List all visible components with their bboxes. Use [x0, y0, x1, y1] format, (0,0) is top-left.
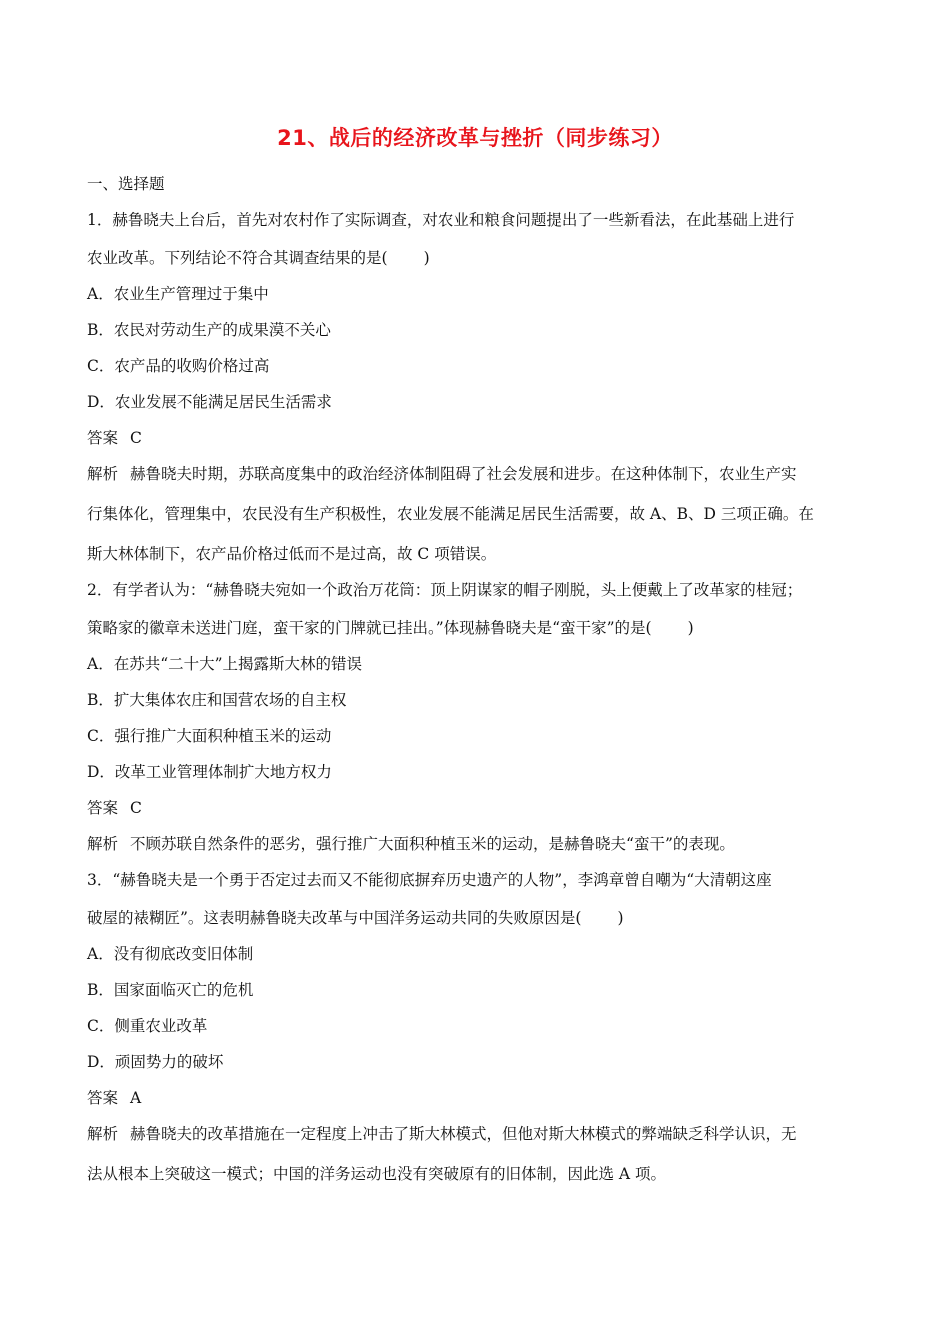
question-3 [87, 870, 867, 1184]
question-2-explanation-line-1 [87, 834, 867, 854]
question-2-stem-line-2 [87, 618, 867, 638]
question-3-stem-line-1: 3．“赫鲁晓夫是一个勇于否定过去而又不能彻底摒弃历史遗产的人物”，李鸿章曾自嘲为“大清朝这座 [87, 871, 772, 889]
question-1-explanation-line-2: 行集体化，管理集中，农民没有生产积极性，农业发展不能满足居民生活需要，故 A、B、D 三项正确。在 [87, 505, 814, 523]
question-1-stem-line-2 [87, 248, 867, 268]
question-3-stem-line-2 [87, 908, 867, 928]
question-3-stem-text: 破屋的裱糊匠”。这表明赫鲁晓夫改革与中国洋务运动共同的失败原因是( [87, 909, 582, 927]
explanation-text: 赫鲁晓夫时期，苏联高度集中的政治经济体制阻碍了社会发展和进步。在这种体制下，农业生产实 [130, 465, 797, 483]
question-1-option-c: C．农产品的收购价格过高 [87, 357, 270, 375]
answer-value: C [130, 429, 142, 447]
question-1-option-d: D．农业发展不能满足居民生活需求 [87, 393, 332, 411]
question-2-answer [87, 798, 867, 818]
question-2 [87, 580, 867, 854]
question-2-option-b: B．扩大集体农庄和国营农场的自主权 [87, 691, 347, 709]
question-1-explanation-line-1 [87, 464, 867, 484]
question-2-stem-text: 策略家的徽章未送进门庭，蛮干家的门牌就已挂出。”体现赫鲁晓夫是“蛮干家”的是( [87, 619, 652, 637]
question-1 [87, 210, 867, 564]
question-2-option-c: C．强行推广大面积种植玉米的运动 [87, 727, 332, 745]
explanation-text: 不顾苏联自然条件的恶劣，强行推广大面积种植玉米的运动，是赫鲁晓夫“蛮干”的表现。 [130, 835, 735, 853]
question-3-option-b: B．国家面临灭亡的危机 [87, 981, 254, 999]
explanation-label: 解析 [87, 835, 119, 853]
question-1-stem-text: 农业改革。下列结论不符合其调查结果的是( [87, 249, 388, 267]
question-1-option-a: A．农业生产管理过于集中 [87, 285, 269, 303]
question-1-stem-line-1: 1．赫鲁晓夫上台后，首先对农村作了实际调查，对农业和粮食问题提出了一些新看法，在此基础上进行 [87, 211, 795, 229]
answer-label: 答案 [87, 429, 119, 447]
question-3-explanation-line-1 [87, 1124, 867, 1144]
question-3-option-c: C．侧重农业改革 [87, 1017, 208, 1035]
answer-value: C [130, 799, 142, 817]
question-2-option-a: A．在苏共“二十大”上揭露斯大林的错误 [87, 655, 363, 673]
explanation-label: 解析 [87, 1125, 119, 1143]
question-3-stem-close: ) [617, 909, 624, 927]
question-3-explanation-line-2: 法从根本上突破这一模式；中国的洋务运动也没有突破原有的旧体制，因此选 A 项。 [87, 1165, 667, 1183]
question-1-explanation-line-3: 斯大林体制下，农产品价格过低而不是过高，故 C 项错误。 [87, 545, 497, 563]
explanation-text: 赫鲁晓夫的改革措施在一定程度上冲击了斯大林模式，但他对斯大林模式的弊端缺乏科学认识，无 [130, 1125, 797, 1143]
question-2-stem-line-1: 2．有学者认为：“赫鲁晓夫宛如一个政治万花筒：顶上阴谋家的帽子刚脱，头上便戴上了改革家的桂冠； [87, 581, 803, 599]
section-heading: 一、选择题 [87, 175, 165, 193]
question-2-option-d: D．改革工业管理体制扩大地方权力 [87, 763, 332, 781]
document-title: 21、战后的经济改革与挫折（同步练习） [277, 126, 673, 150]
question-1-answer [87, 428, 867, 448]
question-1-option-b: B．农民对劳动生产的成果漠不关心 [87, 321, 331, 339]
explanation-label: 解析 [87, 465, 119, 483]
document-body [87, 174, 867, 1200]
question-2-stem-close: ) [687, 619, 694, 637]
question-3-option-d: D．顽固势力的破坏 [87, 1053, 224, 1071]
answer-value: A [130, 1089, 142, 1107]
question-3-answer [87, 1088, 867, 1108]
answer-label: 答案 [87, 799, 119, 817]
answer-label: 答案 [87, 1089, 119, 1107]
question-1-stem-close: ) [423, 249, 430, 267]
question-3-option-a: A．没有彻底改变旧体制 [87, 945, 254, 963]
